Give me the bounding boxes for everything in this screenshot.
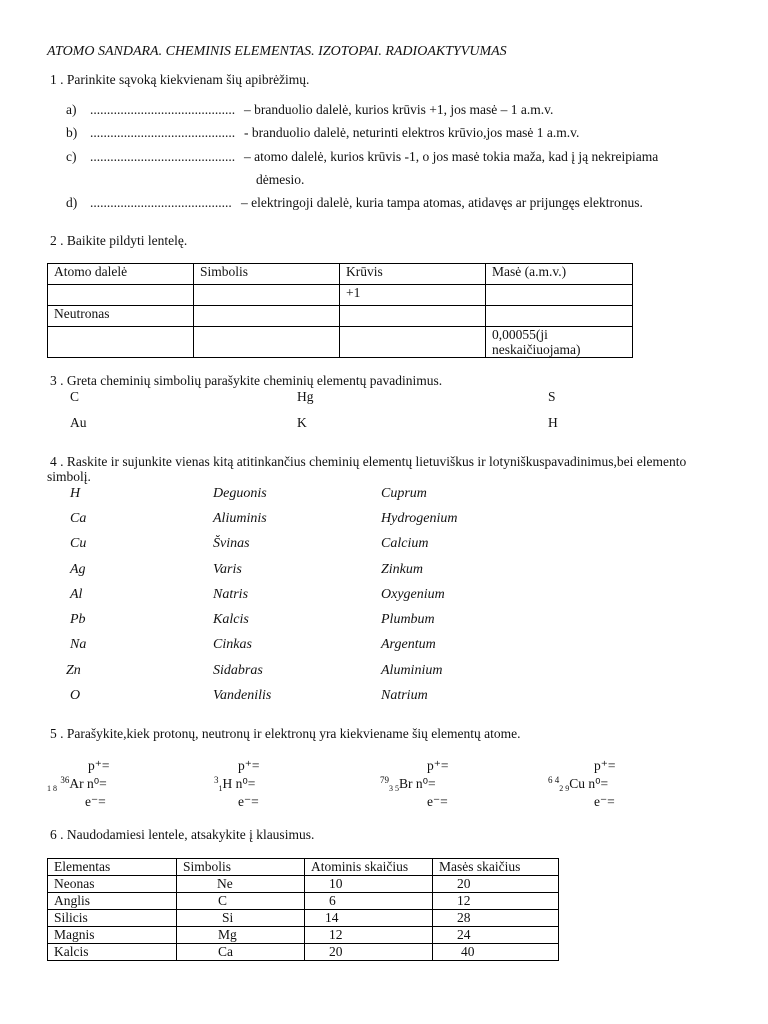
table-header-cell: Masė (a.m.v.) [486, 264, 633, 285]
table-header-cell: Simbolis [194, 264, 340, 285]
q1-item-d: d) .......................................... – elektringoji dalelė, kuria tampa atomas, atidavęs ar prijungęs elektronus. [66, 195, 643, 210]
element-lithuanian-name[interactable]: Sidabras [213, 663, 263, 678]
element-latin-name[interactable]: Plumbum [381, 612, 435, 627]
electron-label: e⁻= [85, 794, 106, 809]
table-cell[interactable] [194, 285, 340, 306]
table-cell: 12 [433, 893, 559, 910]
proton-label: p⁺= [594, 758, 616, 773]
table-header-cell: Krūvis [340, 264, 486, 285]
table-cell[interactable] [340, 327, 486, 358]
atom-cu: $^{6 4}_{2 9}$Cu n⁰= [548, 775, 609, 793]
q2-table [47, 263, 633, 358]
q1-answer-blank[interactable]: .......................................... [90, 195, 232, 210]
q3-heading: 3 . Greta cheminių simbolių parašykite cheminių elementų pavadinimus. [50, 373, 443, 388]
atom-br: $^{79}_{3 5}$Br n⁰= [380, 775, 436, 793]
element-symbol[interactable]: Na [70, 637, 87, 652]
neutron-label: n⁰= [415, 776, 436, 791]
table-header-cell: Masės skaičius [433, 859, 559, 876]
table-cell[interactable] [486, 306, 633, 327]
element-lithuanian-name[interactable]: Vandenilis [213, 688, 272, 703]
table-row [48, 944, 559, 961]
proton-label: p⁺= [427, 758, 449, 773]
table-cell: Si [177, 910, 305, 927]
q2-heading: 2 . Baikite pildyti lentelę. [50, 233, 188, 248]
element-latin-name[interactable]: Zinkum [381, 562, 423, 577]
table-cell: 12 [305, 927, 433, 944]
q5-heading: 5 . Parašykite,kiek protonų, neutronų ir elektronų yra kiekviename šių elementų atome. [50, 726, 521, 741]
table-row [48, 910, 559, 927]
atom-h: $^3_1$H n⁰= [214, 775, 256, 793]
q1-heading: 1 . Parinkite sąvoką kiekvienam šių apibrėžimų. [50, 72, 310, 87]
q3-symbol: Hg [297, 389, 314, 404]
table-row [48, 306, 633, 327]
element-symbol[interactable]: Pb [70, 612, 86, 627]
neutron-label: n⁰= [235, 776, 256, 791]
q3-symbol: C [70, 389, 80, 404]
electron-label: e⁻= [238, 794, 259, 809]
element-lithuanian-name[interactable]: Cinkas [213, 637, 252, 652]
table-cell: Silicis [48, 910, 177, 927]
q1-item-a: a) ........................................... – branduolio dalelė, kurios krūvis +1, jos masė – 1 a.m.v. [66, 102, 554, 117]
element-latin-name[interactable]: Oxygenium [381, 587, 445, 602]
table-cell: Kalcis [48, 944, 177, 961]
element-latin-name[interactable]: Aluminium [381, 663, 443, 678]
q6-heading: 6 . Naudodamiesi lentele, atsakykite į klausimus. [50, 827, 315, 842]
table-cell[interactable] [194, 306, 340, 327]
table-header-cell: Atomo dalelė [48, 264, 194, 285]
atom-ar: $_{1 8}$ $^{36}$Ar n⁰= [47, 775, 107, 793]
q1-item-b: b) ........................................... - branduolio dalelė, neturinti elektros krūvio,jos masė 1 a.m.v. [66, 125, 580, 140]
table-row [48, 893, 559, 910]
q3-symbol: S [548, 389, 556, 404]
electron-label: e⁻= [594, 794, 615, 809]
table-header-cell: Simbolis [177, 859, 305, 876]
element-lithuanian-name[interactable]: Švinas [213, 536, 250, 551]
element-symbol[interactable]: Zn [66, 663, 81, 678]
table-cell[interactable] [340, 306, 486, 327]
q1-item-c: c) ........................................... – atomo dalelė, kurios krūvis -1, o jos masė tokia maža, kad į ją nekreipiama [66, 149, 659, 164]
element-symbol[interactable]: Ca [70, 511, 87, 526]
table-cell[interactable] [486, 285, 633, 306]
element-latin-name[interactable]: Calcium [381, 536, 429, 551]
table-cell: 24 [433, 927, 559, 944]
table-cell: Magnis [48, 927, 177, 944]
table-cell: 10 [305, 876, 433, 893]
element-lithuanian-name[interactable]: Kalcis [213, 612, 249, 627]
table-row [48, 927, 559, 944]
electron-label: e⁻= [427, 794, 448, 809]
neutron-label: n⁰= [588, 776, 609, 791]
q4-heading-cont: simbolį. [47, 469, 91, 484]
table-header-cell: Atominis skaičius [305, 859, 433, 876]
element-symbol[interactable]: H [70, 486, 81, 501]
table-cell: +1 [340, 285, 486, 306]
q6-table [47, 858, 559, 961]
table-cell: 0,00055(ji neskaičiuojama) [486, 327, 633, 358]
table-cell: 20 [433, 876, 559, 893]
q1-answer-blank[interactable]: ........................................... [90, 125, 236, 140]
table-cell: 14 [305, 910, 433, 927]
table-cell: C [177, 893, 305, 910]
element-symbol[interactable]: Al [70, 587, 83, 602]
q1-answer-blank[interactable]: ........................................... [90, 102, 236, 117]
q1-item-c-continuation: dėmesio. [256, 172, 305, 187]
element-latin-name[interactable]: Argentum [381, 637, 436, 652]
element-symbol[interactable]: Ag [70, 562, 86, 577]
table-cell: Anglis [48, 893, 177, 910]
q3-symbol: Au [70, 415, 87, 430]
table-cell[interactable] [194, 327, 340, 358]
element-lithuanian-name[interactable]: Varis [213, 562, 242, 577]
table-row [48, 285, 633, 306]
table-header-row [48, 264, 633, 285]
element-lithuanian-name[interactable]: Natris [213, 587, 249, 602]
element-latin-name[interactable]: Natrium [381, 688, 428, 703]
q3-symbol: K [297, 415, 307, 430]
table-cell: Ca [177, 944, 305, 961]
table-cell[interactable] [48, 285, 194, 306]
table-cell[interactable] [48, 327, 194, 358]
page-title: ATOMO SANDARA. CHEMINIS ELEMENTAS. IZOTOPAI. RADIOAKTYVUMAS [47, 44, 507, 59]
table-header-row [48, 859, 559, 876]
neutron-label: n⁰= [87, 776, 107, 791]
proton-label: p⁺= [238, 758, 260, 773]
q3-symbol: H [548, 415, 558, 430]
table-cell: Ne [177, 876, 305, 893]
q1-answer-blank[interactable]: ........................................... [90, 149, 236, 164]
element-symbol[interactable]: Cu [70, 536, 87, 551]
table-cell: Neutronas [48, 306, 194, 327]
proton-label: p⁺= [88, 758, 110, 773]
q4-heading: 4 . Raskite ir sujunkite vienas kitą atitinkančius cheminių elementų lietuviškus ir lotyniškuspavadinimus,bei elemento [50, 454, 687, 469]
element-latin-name[interactable]: Cuprum [381, 486, 427, 501]
element-symbol[interactable]: O [70, 688, 81, 703]
table-cell: 6 [305, 893, 433, 910]
element-latin-name[interactable]: Hydrogenium [381, 511, 458, 526]
table-cell: Mg [177, 927, 305, 944]
table-cell: Neonas [48, 876, 177, 893]
element-lithuanian-name[interactable]: Aliuminis [213, 511, 267, 526]
table-row [48, 327, 633, 358]
table-cell: 40 [433, 944, 559, 961]
table-header-cell: Elementas [48, 859, 177, 876]
element-lithuanian-name[interactable]: Deguonis [213, 486, 267, 501]
table-cell: 20 [305, 944, 433, 961]
table-row [48, 876, 559, 893]
table-cell: 28 [433, 910, 559, 927]
